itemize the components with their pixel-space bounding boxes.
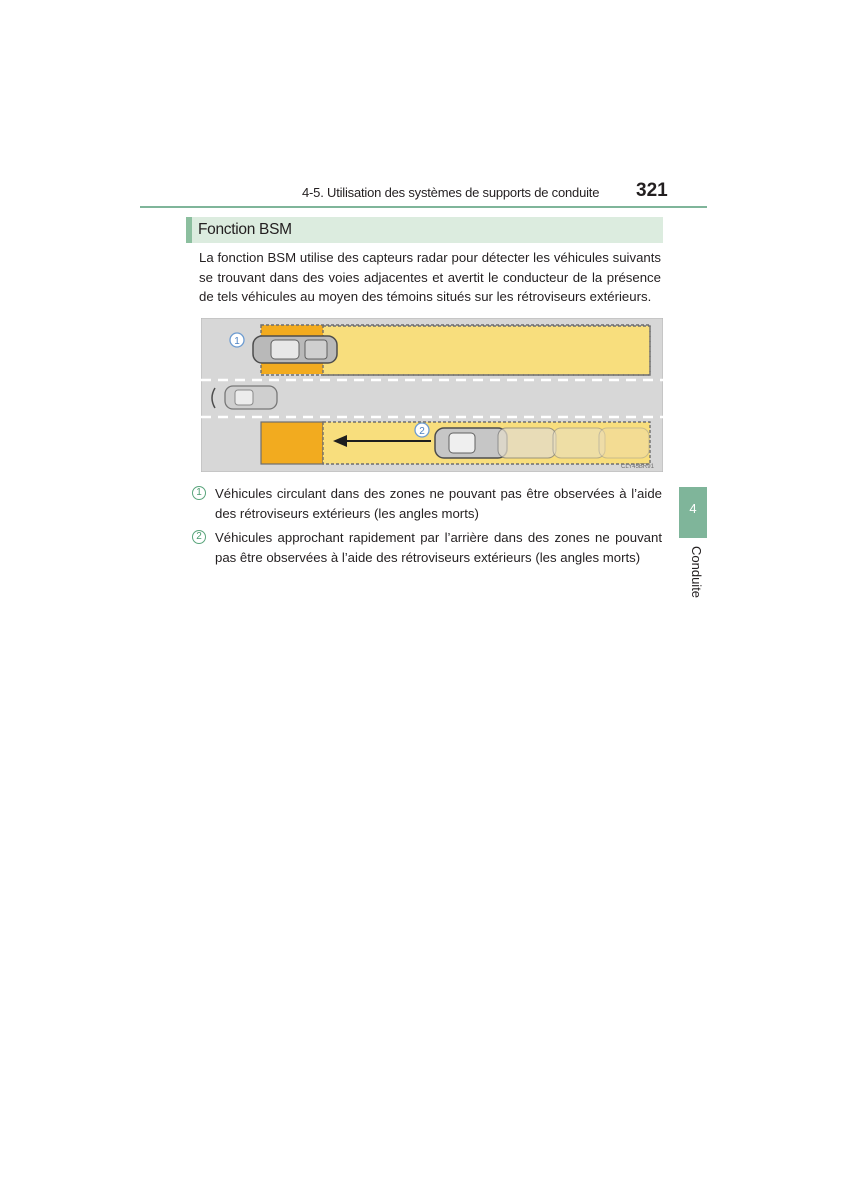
marker-2	[415, 423, 429, 437]
notes-list	[190, 484, 662, 572]
page-number: 321	[636, 180, 668, 201]
section-heading	[186, 217, 663, 243]
marker-1-label: 1	[234, 336, 240, 347]
zone-2-near	[261, 422, 323, 464]
intro-paragraph: La fonction BSM utilise des capteurs radar pour détecter les véhicules suivants se trouvant dans des voies adjacentes et avertit le conducteur de la présence de tels véhicules au moyen des témoins situés sur les rétroviseurs extérieurs.	[199, 250, 661, 304]
note-marker-2: 2	[192, 530, 206, 544]
chapter-label: Conduite	[689, 546, 704, 599]
note-marker-1: 1	[192, 486, 206, 500]
header-title: 4-5. Utilisation des systèmes de supports de conduite	[302, 185, 600, 200]
marker-1	[230, 333, 244, 347]
note-text-2: Véhicules approchant rapidement par l’arrière dans des zones ne pouvant pas être observées à l’aide des rétroviseurs extérieurs (les angles morts)	[215, 530, 662, 565]
zone-1-far	[323, 326, 650, 375]
header-rule	[140, 206, 707, 208]
figure-code: CLY45BR91	[621, 464, 654, 470]
marker-2-label: 2	[419, 426, 425, 437]
car-2-icon	[435, 428, 649, 458]
car-1-icon	[253, 336, 337, 363]
note-item-1	[190, 484, 662, 524]
bsm-diagram	[201, 318, 663, 472]
chapter-tab: 4	[679, 487, 707, 538]
section-heading-text: Fonction BSM	[198, 221, 292, 238]
note-text-1: Véhicules circulant dans des zones ne pouvant pas être observées à l’aide des rétroviseurs extérieurs (les angles morts)	[215, 486, 662, 521]
note-item-2	[190, 528, 662, 568]
